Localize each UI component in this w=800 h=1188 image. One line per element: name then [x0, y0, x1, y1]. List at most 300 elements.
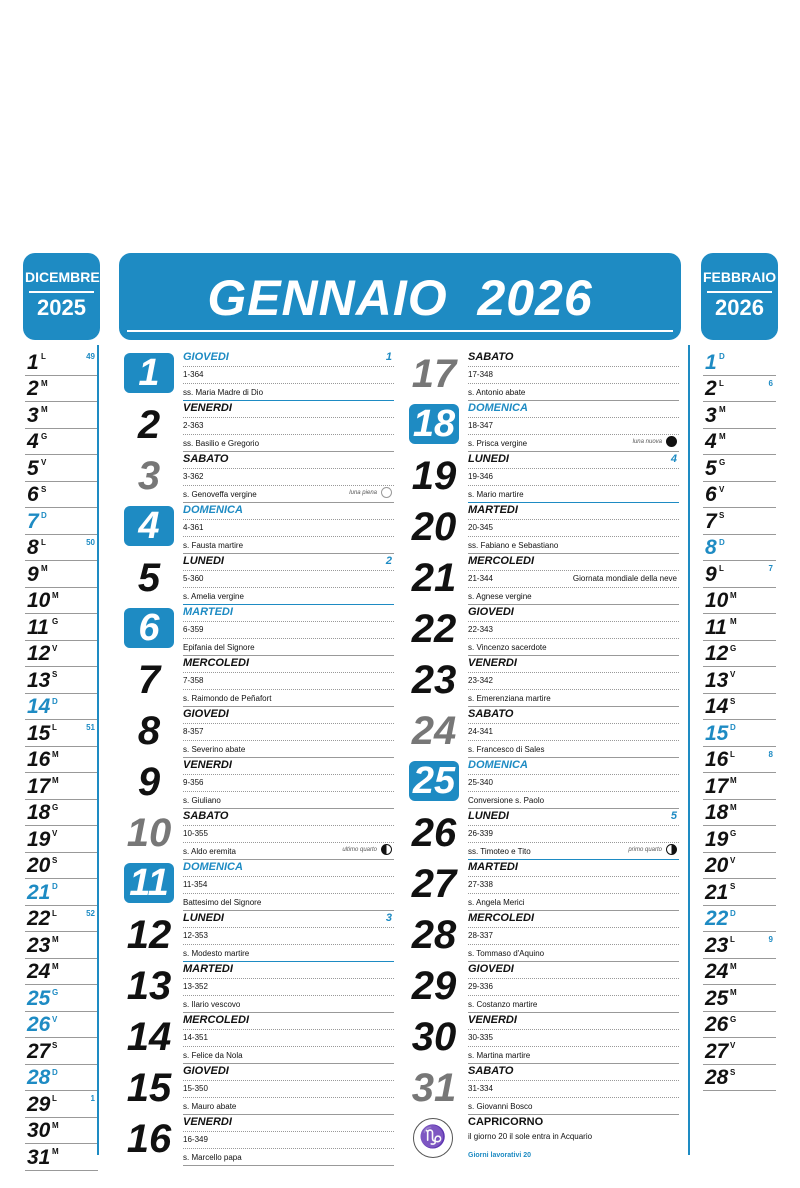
dotted-divider	[468, 842, 679, 843]
day-number: 15	[126, 1066, 172, 1110]
side-week-number: 50	[86, 537, 95, 547]
side-day-number: 19	[705, 827, 729, 851]
day-of-year: 7-358	[183, 676, 204, 685]
side-day-letter: L	[730, 935, 735, 944]
side-day-letter: S	[52, 855, 58, 865]
day-name: LUNEDI	[468, 453, 509, 465]
saint-name: s. Mauro abate	[183, 1102, 237, 1111]
dotted-divider	[183, 570, 394, 571]
dotted-divider	[183, 927, 394, 928]
side-day-letter: D	[52, 882, 58, 891]
saint-name: s. Costanzo martire	[468, 1000, 538, 1009]
day-name: MARTEDI	[183, 963, 233, 975]
day-entry	[407, 860, 679, 911]
side-day-letter: S	[719, 511, 725, 520]
month-header	[121, 255, 679, 338]
side-day-letter: M	[52, 1120, 59, 1130]
day-of-year: 28-337	[468, 931, 493, 940]
prev-month-day-list	[25, 349, 98, 1171]
side-day-row	[703, 694, 776, 721]
side-day-row	[25, 694, 98, 721]
side-day-letter: L	[52, 1094, 57, 1103]
side-day-number: 22	[705, 907, 729, 930]
day-entry	[122, 860, 394, 911]
dotted-divider	[183, 1080, 394, 1081]
side-day-letter: V	[730, 670, 736, 679]
day-number: 9	[137, 760, 161, 804]
side-week-number: 9	[768, 935, 773, 944]
day-name: DOMENICA	[183, 861, 243, 873]
dotted-divider	[183, 383, 394, 384]
dotted-divider	[183, 1046, 394, 1047]
side-day-number: 3	[705, 403, 717, 427]
side-day-number: 31	[27, 1145, 51, 1169]
day-number: 10	[126, 811, 172, 855]
saint-name: s. Modesto martire	[183, 949, 250, 958]
day-number: 25	[409, 761, 459, 801]
day-entry	[122, 1013, 394, 1064]
saint-name: s. Mario martire	[468, 490, 524, 499]
day-of-year: 13-352	[183, 982, 208, 991]
zodiac-block	[407, 1115, 679, 1166]
day-number: 5	[137, 556, 161, 600]
side-day-row	[25, 959, 98, 986]
day-name: MARTEDI	[183, 606, 233, 618]
day-of-year: 17-348	[468, 370, 493, 379]
day-entry	[407, 554, 679, 605]
side-day-number: 26	[705, 1013, 729, 1036]
day-number: 2	[137, 403, 161, 447]
dotted-divider	[183, 842, 394, 843]
dotted-divider	[183, 485, 394, 486]
side-day-row	[703, 1065, 776, 1092]
dotted-divider	[183, 791, 394, 792]
moon-phase-label: luna piena	[349, 490, 377, 497]
side-day-number: 8	[27, 536, 39, 559]
day-number: 4	[124, 506, 174, 546]
saint-name: Conversione s. Paolo	[468, 796, 545, 805]
side-day-row	[703, 800, 776, 827]
side-day-letter: M	[730, 961, 737, 971]
side-day-row	[25, 402, 98, 429]
day-number: 14	[126, 1015, 172, 1059]
dotted-divider	[183, 876, 394, 877]
day-number: 30	[411, 1015, 457, 1059]
day-of-year: 8-357	[183, 727, 204, 736]
side-day-row	[703, 959, 776, 986]
side-day-letter: L	[719, 564, 724, 573]
side-day-row	[703, 614, 776, 641]
day-number: 22	[411, 607, 457, 651]
day-entry	[122, 503, 394, 554]
day-of-year: 5-360	[183, 574, 204, 583]
side-day-number: 9	[27, 562, 39, 586]
day-entry	[122, 962, 394, 1013]
next-month-name: FEBBRAIO	[703, 269, 777, 285]
header-divider	[707, 291, 772, 293]
side-day-number: 18	[705, 801, 729, 824]
moon-phase	[342, 844, 392, 855]
day-name: LUNEDI	[183, 912, 224, 924]
dotted-divider	[183, 519, 394, 520]
side-day-row	[703, 535, 776, 562]
side-day-number: 11	[27, 615, 49, 639]
side-day-row	[25, 879, 98, 906]
dotted-divider	[183, 723, 394, 724]
saint-name: s. Tommaso d'Aquino	[468, 949, 545, 958]
day-number: 19	[411, 454, 457, 498]
day-of-year: 29-336	[468, 982, 493, 991]
day-of-year: 14-351	[183, 1033, 208, 1042]
side-day-letter: M	[52, 1147, 59, 1156]
week-number: 3	[385, 912, 392, 924]
day-name: GIOVEDI	[183, 351, 229, 363]
day-number: 23	[411, 658, 457, 702]
side-day-number: 29	[27, 1092, 51, 1116]
day-of-year: 10-355	[183, 829, 208, 838]
prev-month-year: 2025	[37, 295, 86, 320]
saint-name: s. Vincenzo sacerdote	[468, 643, 547, 652]
day-entry	[407, 809, 679, 860]
side-day-number: 9	[705, 562, 717, 586]
saint-name: ss. Fabiano e Sebastiano	[468, 541, 559, 550]
day-of-year: 19-346	[468, 472, 493, 481]
day-entry	[407, 503, 679, 554]
day-name: LUNEDI	[183, 555, 224, 567]
day-name: VENERDI	[468, 1014, 517, 1026]
event-label: Giornata mondiale della neve	[572, 574, 677, 583]
next-month-header-block	[703, 255, 776, 338]
side-week-number: 8	[768, 749, 773, 759]
side-day-number: 4	[705, 430, 717, 453]
dotted-divider	[183, 587, 394, 588]
day-number: 17	[411, 352, 457, 396]
side-day-number: 27	[27, 1039, 51, 1063]
day-of-year: 18-347	[468, 421, 493, 430]
side-day-letter: V	[41, 458, 47, 467]
saint-name: s. Agnese vergine	[468, 592, 532, 601]
side-day-letter: M	[730, 617, 737, 626]
day-entry	[407, 962, 679, 1013]
dotted-divider	[468, 791, 679, 792]
day-name: VENERDI	[183, 402, 232, 414]
side-day-letter: D	[719, 352, 725, 361]
side-day-number: 6	[27, 483, 39, 506]
side-day-row	[703, 906, 776, 933]
dotted-divider	[183, 774, 394, 775]
side-day-number: 27	[705, 1039, 729, 1063]
day-name: GIOVEDI	[183, 708, 229, 720]
side-day-number: 16	[27, 748, 51, 771]
side-day-row	[25, 535, 98, 562]
side-day-number: 25	[27, 986, 51, 1010]
side-day-number: 23	[705, 933, 729, 957]
moon-phase-label: ultimo quarto	[342, 847, 377, 854]
day-number: 28	[411, 913, 457, 957]
day-entry	[122, 809, 394, 860]
side-day-row	[703, 667, 776, 694]
side-day-row	[703, 1038, 776, 1065]
dotted-divider	[183, 536, 394, 537]
side-day-number: 15	[705, 721, 729, 745]
day-of-year: 25-340	[468, 778, 493, 787]
side-day-number: 20	[705, 854, 729, 877]
dotted-divider	[183, 417, 394, 418]
saint-name: s. Aldo eremita	[183, 847, 236, 856]
day-number: 29	[411, 964, 457, 1008]
side-day-letter: S	[52, 1041, 58, 1050]
side-day-row	[25, 455, 98, 482]
dotted-divider	[468, 774, 679, 775]
side-day-letter: L	[52, 908, 57, 918]
side-day-row	[703, 720, 776, 747]
side-day-letter: G	[41, 431, 48, 441]
side-day-row	[25, 773, 98, 800]
day-entry	[407, 707, 679, 758]
side-day-number: 17	[27, 774, 51, 798]
side-day-number: 30	[27, 1119, 51, 1142]
side-day-letter: L	[52, 723, 57, 732]
side-day-number: 18	[27, 801, 51, 824]
day-of-year: 3-362	[183, 472, 204, 481]
side-day-number: 3	[27, 403, 39, 427]
dotted-divider	[183, 638, 394, 639]
side-day-row	[703, 879, 776, 906]
day-of-year: 2-363	[183, 421, 204, 430]
day-entry	[407, 911, 679, 962]
day-of-year: 21-344	[468, 574, 493, 583]
side-day-letter: S	[730, 1067, 736, 1077]
side-day-number: 5	[27, 456, 39, 480]
moon-phase	[349, 487, 392, 498]
side-day-number: 12	[705, 642, 729, 665]
day-of-year: 20-345	[468, 523, 493, 532]
side-day-letter: M	[52, 935, 59, 944]
side-day-row	[25, 826, 98, 853]
side-day-row	[703, 429, 776, 456]
side-day-number: 7	[27, 509, 39, 533]
day-entry	[122, 452, 394, 503]
day-of-year: 24-341	[468, 727, 493, 736]
side-day-number: 28	[27, 1066, 51, 1089]
saint-name: s. Raimondo de Peñafort	[183, 694, 272, 703]
side-day-letter: G	[730, 829, 737, 838]
side-day-number: 15	[27, 721, 51, 745]
day-name: MARTEDI	[468, 504, 518, 516]
side-week-number: 6	[768, 378, 773, 388]
side-day-letter: M	[719, 405, 726, 414]
side-day-row	[25, 614, 98, 641]
side-day-row	[703, 561, 776, 588]
day-number: 24	[411, 709, 457, 753]
saint-name: s. Marcello papa	[183, 1153, 242, 1162]
side-day-row	[703, 932, 776, 959]
day-number: 3	[137, 454, 161, 498]
day-entry	[122, 605, 394, 656]
dotted-divider	[468, 485, 679, 486]
side-day-row	[703, 455, 776, 482]
day-name: MERCOLEDI	[468, 912, 534, 924]
side-day-letter: D	[41, 511, 47, 520]
prev-month-divider	[97, 345, 99, 1155]
side-day-row	[25, 1144, 98, 1171]
side-day-row	[703, 985, 776, 1012]
side-day-letter: S	[52, 670, 58, 679]
day-name: MERCOLEDI	[183, 657, 249, 669]
dotted-divider	[183, 978, 394, 979]
side-day-number: 21	[705, 880, 729, 904]
day-name: MERCOLEDI	[183, 1014, 249, 1026]
dotted-divider	[183, 740, 394, 741]
week-number: 5	[670, 810, 677, 822]
moon-phase-label: luna nuova	[632, 439, 662, 446]
day-of-year: 15-350	[183, 1084, 208, 1093]
side-day-row	[25, 1118, 98, 1145]
day-of-year: 9-356	[183, 778, 204, 787]
side-day-letter: M	[41, 564, 48, 573]
side-day-row	[703, 588, 776, 615]
dotted-divider	[468, 689, 679, 690]
day-of-year: 1-364	[183, 370, 204, 379]
side-day-row	[25, 376, 98, 403]
saint-name: ss. Timoteo e Tito	[468, 847, 531, 856]
side-day-number: 14	[705, 695, 729, 718]
saint-name: s. Genoveffa vergine	[183, 490, 257, 499]
day-name: SABATO	[468, 351, 514, 363]
dotted-divider	[468, 723, 679, 724]
dotted-divider	[468, 978, 679, 979]
side-day-row	[25, 508, 98, 535]
day-entry	[407, 758, 679, 809]
dotted-divider	[468, 944, 679, 945]
day-number: 16	[126, 1117, 172, 1161]
side-day-row	[703, 747, 776, 774]
dotted-divider	[183, 366, 394, 367]
day-of-year: 6-359	[183, 625, 204, 634]
saint-name: Epifania del Signore	[183, 643, 255, 652]
saint-name: s. Felice da Nola	[183, 1051, 243, 1060]
saint-name: s. Francesco di Sales	[468, 745, 545, 754]
side-day-row	[25, 800, 98, 827]
side-day-row	[25, 588, 98, 615]
dotted-divider	[468, 1097, 679, 1098]
side-day-number: 7	[705, 509, 717, 533]
side-day-row	[703, 402, 776, 429]
side-day-row	[25, 667, 98, 694]
day-of-year: 11-354	[183, 880, 208, 889]
day-of-year: 31-334	[468, 1084, 493, 1093]
dotted-divider	[183, 1097, 394, 1098]
day-entry	[122, 350, 394, 401]
week-number: 1	[385, 351, 392, 363]
day-entry	[407, 656, 679, 707]
dotted-divider	[183, 1148, 394, 1149]
dotted-divider	[468, 740, 679, 741]
day-name: GIOVEDI	[183, 1065, 229, 1077]
zodiac-text: il giorno 20 il sole entra in Acquario	[468, 1132, 593, 1141]
dotted-divider	[468, 366, 679, 367]
day-of-year: 30-335	[468, 1033, 493, 1042]
side-day-letter: M	[52, 961, 59, 971]
next-month-year: 2026	[715, 295, 764, 320]
dotted-divider	[183, 672, 394, 673]
side-day-number: 12	[27, 642, 51, 665]
next-month-header	[703, 255, 776, 338]
dotted-divider	[183, 621, 394, 622]
day-number: 18	[409, 404, 459, 444]
side-day-letter: M	[52, 590, 59, 600]
day-entry	[122, 1115, 394, 1166]
moon-phase-label: primo quarto	[628, 847, 662, 854]
day-number: 26	[411, 811, 457, 855]
side-day-number: 1	[705, 350, 717, 374]
side-day-letter: M	[730, 590, 737, 600]
side-day-row	[25, 1091, 98, 1118]
day-entry	[407, 605, 679, 656]
side-day-letter: D	[719, 537, 725, 547]
saint-name: s. Amelia vergine	[183, 592, 244, 601]
side-day-row	[25, 1012, 98, 1039]
next-month-divider	[688, 345, 690, 1155]
day-number: 6	[124, 608, 174, 648]
dotted-divider	[468, 638, 679, 639]
side-day-number: 14	[27, 695, 51, 718]
day-of-year: 22-343	[468, 625, 493, 634]
dotted-divider	[468, 417, 679, 418]
side-day-letter: M	[730, 802, 737, 812]
dotted-divider	[183, 1029, 394, 1030]
day-number: 1	[124, 353, 174, 393]
day-entry	[407, 1064, 679, 1115]
side-day-number: 13	[705, 668, 729, 692]
prev-month-name: DICEMBRE	[25, 269, 100, 285]
side-week-number: 52	[86, 908, 95, 918]
side-day-letter: G	[719, 458, 726, 467]
side-week-number: 7	[768, 564, 773, 573]
side-day-letter: M	[730, 988, 737, 997]
saint-name: ss. Basilio e Gregorio	[183, 439, 260, 448]
dotted-divider	[468, 621, 679, 622]
day-entry	[122, 656, 394, 707]
side-day-number: 24	[705, 960, 729, 983]
side-day-letter: G	[730, 643, 737, 653]
dotted-divider	[468, 1046, 679, 1047]
side-day-letter: G	[730, 1014, 737, 1024]
day-name: SABATO	[183, 453, 229, 465]
side-day-number: 10	[27, 589, 51, 612]
side-day-number: 1	[27, 350, 39, 374]
side-day-letter: M	[719, 431, 726, 441]
side-week-number: 49	[86, 352, 95, 361]
side-day-row	[703, 376, 776, 403]
day-entry	[407, 401, 679, 452]
day-of-year: 4-361	[183, 523, 204, 532]
moon-icon	[381, 487, 392, 498]
moon-icon	[666, 844, 677, 855]
side-day-number: 16	[705, 748, 729, 771]
header-divider	[127, 330, 673, 332]
side-day-number: 10	[705, 589, 729, 612]
dotted-divider	[468, 1029, 679, 1030]
saint-name: s. Angela Merici	[468, 898, 525, 907]
day-entry	[407, 350, 679, 401]
day-number: 31	[411, 1066, 457, 1110]
day-name: VENERDI	[183, 759, 232, 771]
day-of-year: 27-338	[468, 880, 493, 889]
saint-name: s. Ilario vescovo	[183, 1000, 241, 1009]
dotted-divider	[183, 468, 394, 469]
side-day-row	[25, 720, 98, 747]
